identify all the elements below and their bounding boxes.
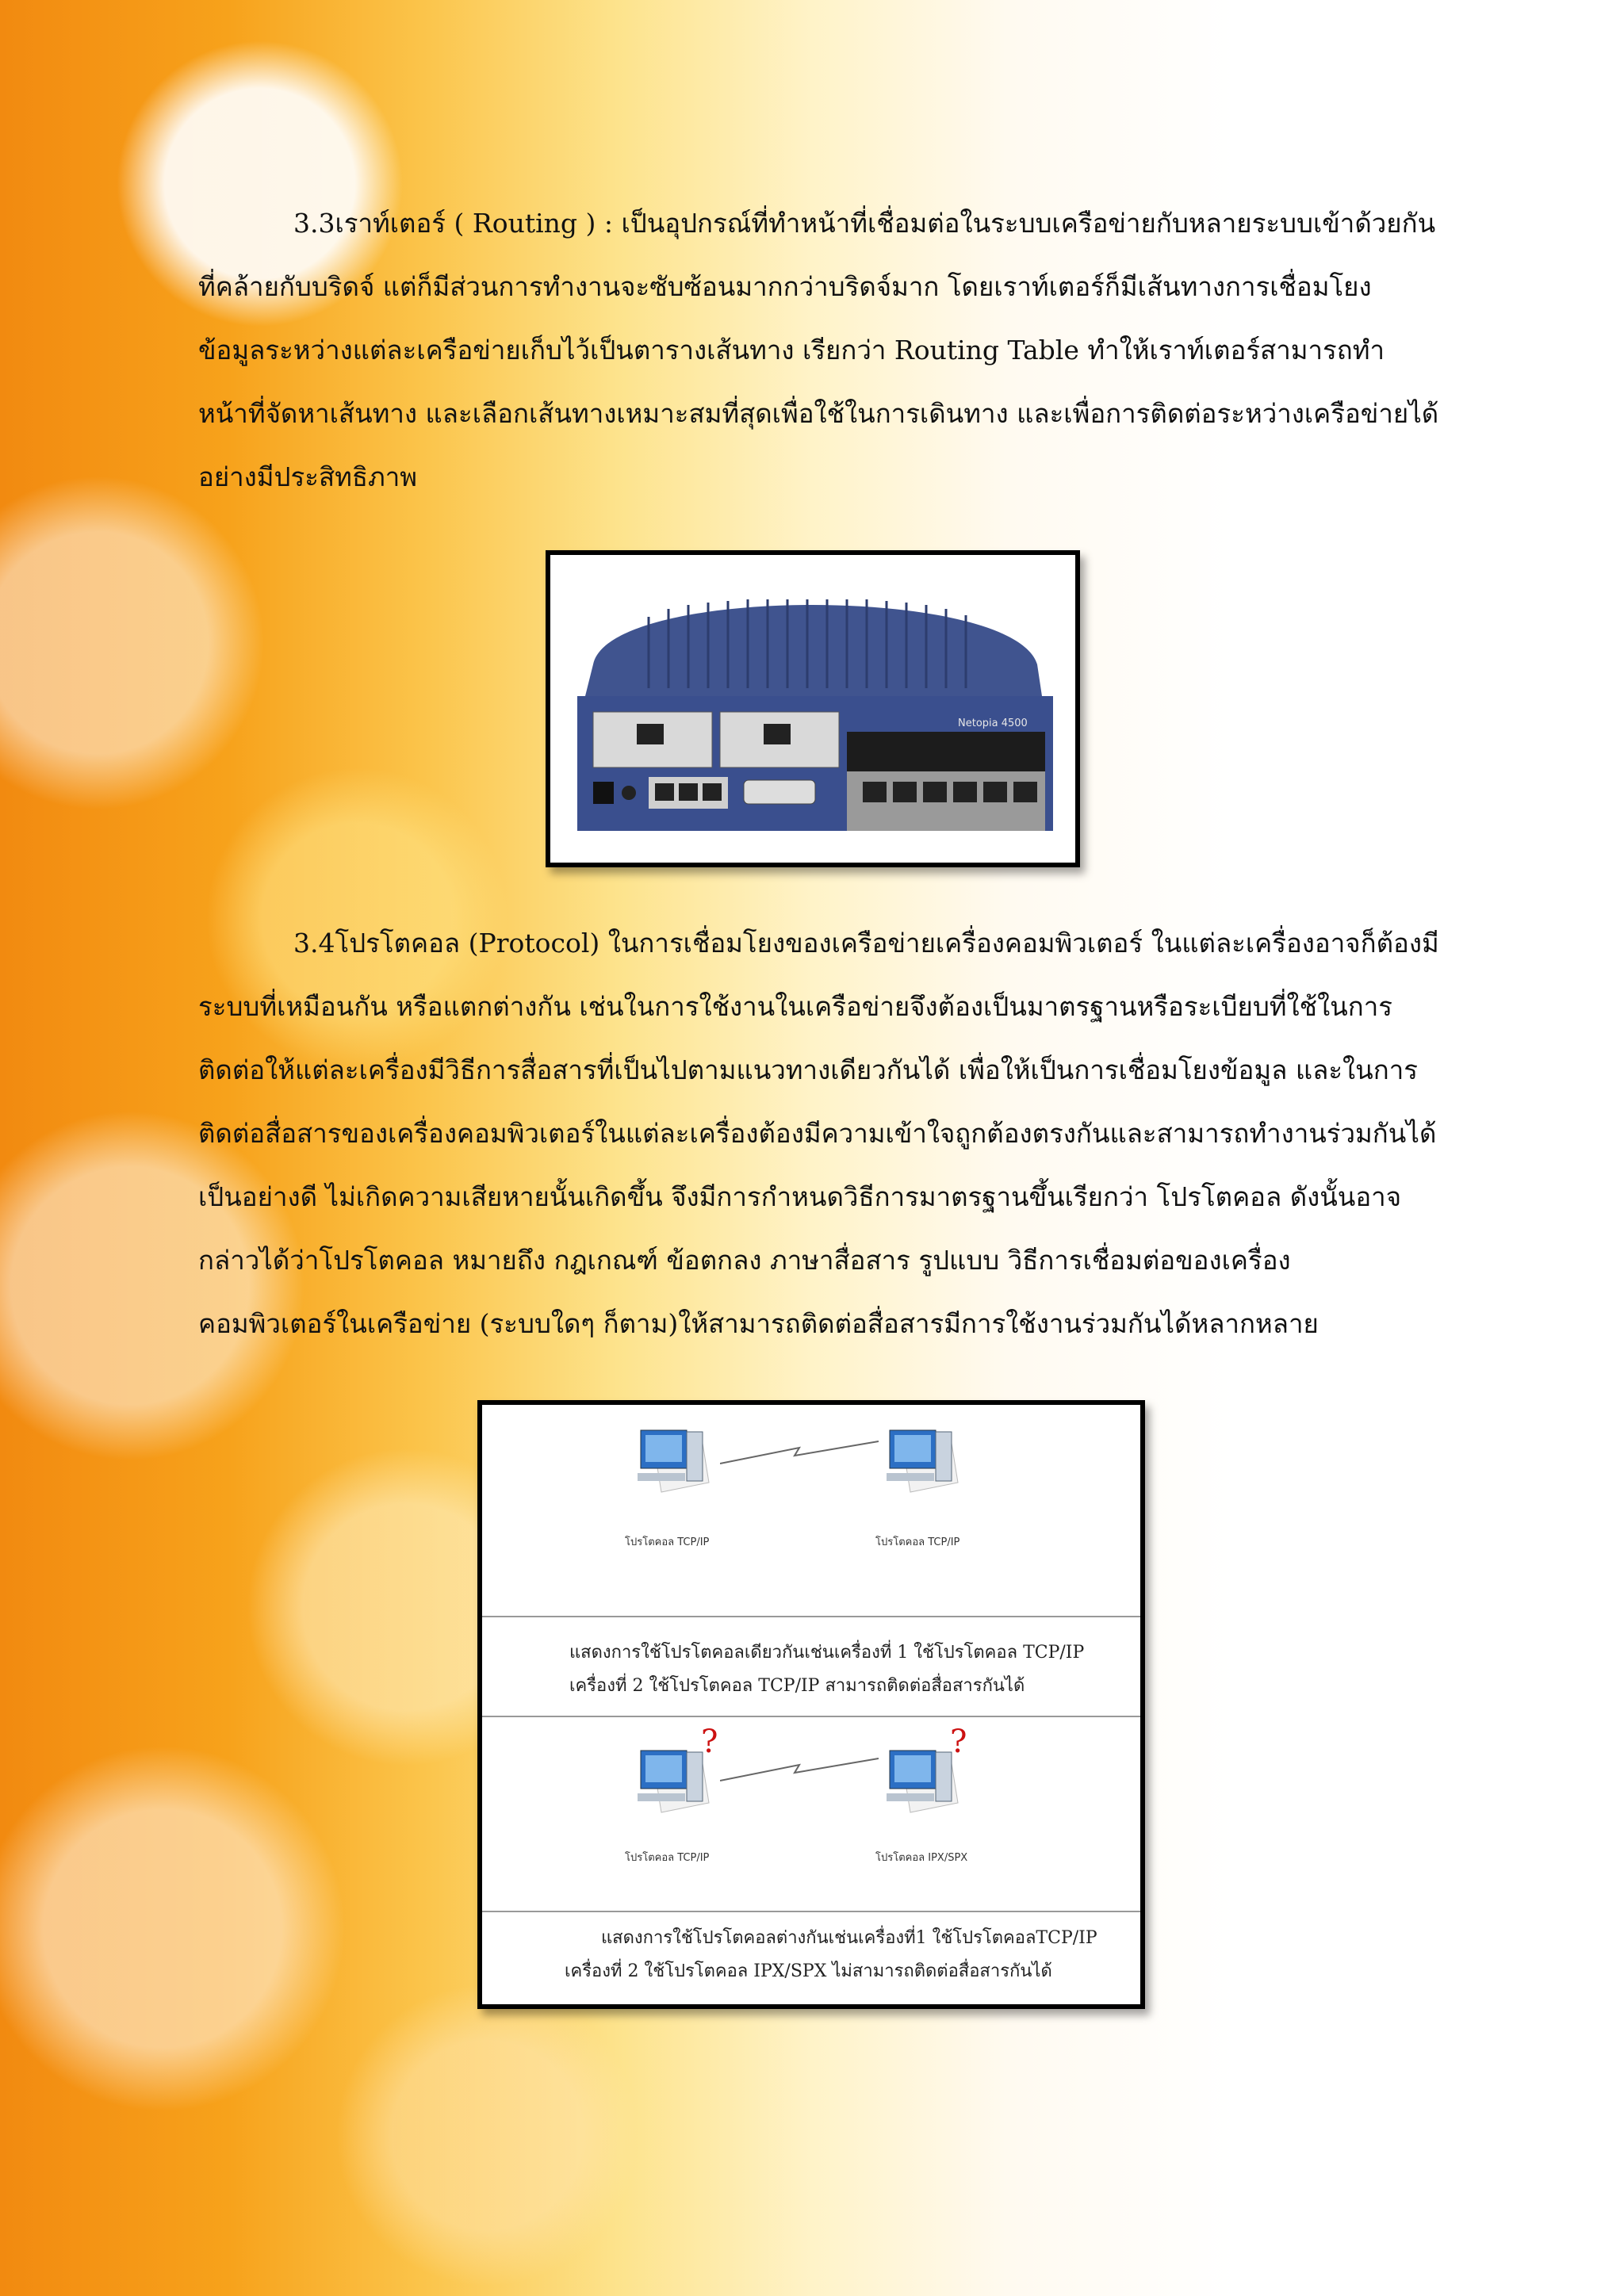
para-line: ติดต่อให้แต่ละเครื่องมีวิธีการสื่อสารที่เป็นไปตามแนวทางเดียวกันได้ เพื่อให้เป็นการเชื่อมโยงข้อมูล และในการ bbox=[198, 1054, 1418, 1085]
bottom-caption-line2: เครื่องที่ 2 ใช้โปรโตคอล IPX/SPX ไม่สามารถติดต่อสื่อสารกันได้ bbox=[565, 1961, 1052, 1981]
section-3-4-paragraph bbox=[198, 912, 1439, 1356]
protocol-diagram bbox=[477, 1400, 1145, 2009]
para-line: ระบบที่เหมือนกัน หรือแตกต่างกัน เช่นในการใช้งานในเครือข่ายจึงต้องเป็นมาตรฐานหรือระเบียบที่ใช้ในการ bbox=[198, 991, 1392, 1022]
computer-icon bbox=[630, 1419, 722, 1498]
question-mark-icon: ? bbox=[950, 1724, 967, 1760]
right-pc-label: โปรโตคอล TCP/IP bbox=[875, 1536, 960, 1548]
question-mark-icon: ? bbox=[701, 1724, 718, 1760]
bottom-caption-line1: แสดงการใช้โปรโตคอลต่างกันเช่นเครื่องที่1 ใช้โปรโตคอลTCP/IP bbox=[601, 1928, 1097, 1948]
para-line: เป็นอย่างดี ไม่เกิดความเสียหายนั้นเกิดขึ้น จึงมีการกำหนดวิธีการมาตรฐานขึ้นเรียกว่า โปรโตคอล ดังนั้นอาจ bbox=[198, 1181, 1402, 1212]
para-line: 3.3เราท์เตอร์ ( Routing ) : เป็นอุปกรณ์ที่ทำหน้าที่เชื่อมต่อในระบบเครือข่ายกับหลายระบบเข้าด้วยกัน bbox=[293, 208, 1436, 239]
left-pc-label: โปรโตคอล TCP/IP bbox=[625, 1536, 710, 1548]
para-line: 3.4โปรโตคอล (Protocol) ในการเชื่อมโยงของเครือข่ายเครื่องคอมพิวเตอร์ ในแต่ละเครื่องอาจก็ต้องมี bbox=[293, 928, 1439, 959]
left-pc-label: โปรโตคอล TCP/IP bbox=[625, 1852, 710, 1864]
para-line: คอมพิวเตอร์ในเครือข่าย (ระบบใดๆ ก็ตาม)ให้สามารถติดต่อสื่อสารมีการใช้งานร่วมกันได้หลากหลาย bbox=[198, 1308, 1319, 1339]
divider bbox=[482, 1616, 1140, 1617]
connection-line-icon bbox=[720, 1437, 879, 1468]
connection-line-icon bbox=[720, 1754, 879, 1785]
computer-icon bbox=[879, 1419, 971, 1498]
para-line: ข้อมูลระหว่างแต่ละเครือข่ายเก็บไว้เป็นตารางเส้นทาง เรียกว่า Routing Table ทำให้เราท์เตอร์สามารถทำ bbox=[198, 335, 1385, 365]
router-model-label: Netopia 4500 bbox=[958, 718, 1028, 729]
top-caption-line1: แสดงการใช้โปรโตคอลเดียวกันเช่นเครื่องที่ 1 ใช้โปรโตคอล TCP/IP bbox=[569, 1643, 1085, 1663]
router-illustration bbox=[561, 569, 1064, 848]
divider bbox=[482, 1911, 1140, 1912]
top-caption-line2: เครื่องที่ 2 ใช้โปรโตคอล TCP/IP สามารถติดต่อสื่อสารกันได้ bbox=[569, 1676, 1025, 1696]
para-line: หน้าที่จัดหาเส้นทาง และเลือกเส้นทางเหมาะสมที่สุดเพื่อใช้ในการเดินทาง และเพื่อการติดต่อระหว่างเครือข่ายได้ bbox=[198, 398, 1439, 429]
divider bbox=[482, 1716, 1140, 1717]
para-line: ที่คล้ายกับบริดจ์ แต่ก็มีส่วนการทำงานจะซับซ้อนมากกว่าบริดจ์มาก โดยเราท์เตอร์ก็มีเส้นทางการเชื่อมโยง bbox=[198, 271, 1372, 302]
section-3-3-paragraph bbox=[198, 192, 1439, 509]
para-line: กล่าวได้ว่าโปรโตคอล หมายถึง กฎเกณฑ์ ข้อตกลง ภาษาสื่อสาร รูปแบบ วิธีการเชื่อมต่อของเครื่อง bbox=[198, 1245, 1291, 1276]
para-line: ติดต่อสื่อสารของเครื่องคอมพิวเตอร์ในแต่ละเครื่องต้องมีความเข้าใจถูกต้องตรงกันและสามารถทำงานร่วมกันได้ bbox=[198, 1118, 1437, 1149]
right-pc-label: โปรโตคอล IPX/SPX bbox=[875, 1852, 968, 1864]
router-photo bbox=[546, 550, 1080, 867]
para-line: อย่างมีประสิทธิภาพ bbox=[198, 461, 418, 492]
